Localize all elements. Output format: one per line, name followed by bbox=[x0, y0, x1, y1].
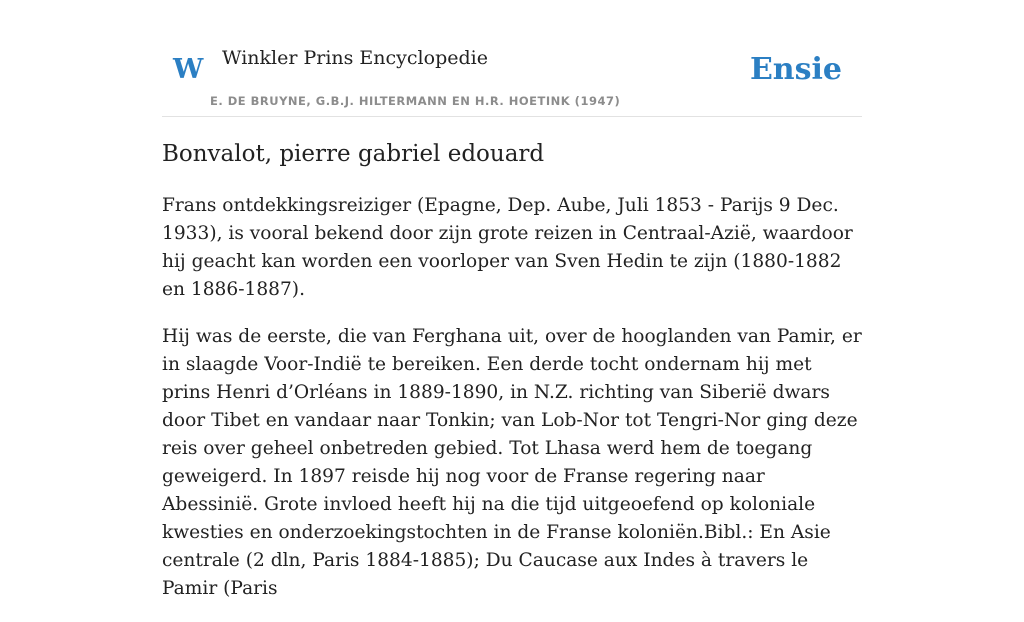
article-title: Bonvalot, pierre gabriel edouard bbox=[162, 141, 545, 167]
article-paragraph: Hij was de eerste, die van Ferghana uit, over de hooglanden van Pamir, er in slaagde Voor-Indië te bereiken. Een derde tocht ondernam hij met prins Henri d’Orléans in 1889-1890, in N.Z. richting van Siberië dwars door Tibet en vandaar naar Tonkin; van Lob-Nor tot Tengri-Nor ging deze reis over geheel onbetreden gebied. Tot Lhasa werd hem de toegang geweigerd. In 1897 reisde hij nog voor de Franse regering naar Abessinië. Grote invloed heeft hij na die tijd uitgeoefend op koloniale kwesties en onderzoekingstochten in de Franse koloniën.Bibl.: En Asie centrale (2 dln, Paris 1884-1885); Du Caucase aux Indes à travers le Pamir (Paris bbox=[162, 326, 862, 599]
article-body bbox=[162, 192, 862, 622]
source-title[interactable]: Winkler Prins Encyclopedie bbox=[222, 47, 488, 69]
source-authors: E. DE BRUYNE, G.B.J. HILTERMANN EN H.R. HOETINK (1947) bbox=[210, 94, 621, 108]
ensie-logo[interactable]: Ensie bbox=[749, 52, 842, 87]
source-logo-icon[interactable]: W bbox=[173, 54, 204, 85]
article-paragraph: Frans ontdekkingsreiziger (Epagne, Dep. Aube, Juli 1853 - Parijs 9 Dec. 1933), is vooral bekend door zijn grote reizen in Centraal-Azië, waardoor hij geacht kan worden een voorloper van Sven Hedin te zijn (1880-1882 en 1886-1887). bbox=[162, 195, 853, 300]
header bbox=[162, 0, 862, 117]
